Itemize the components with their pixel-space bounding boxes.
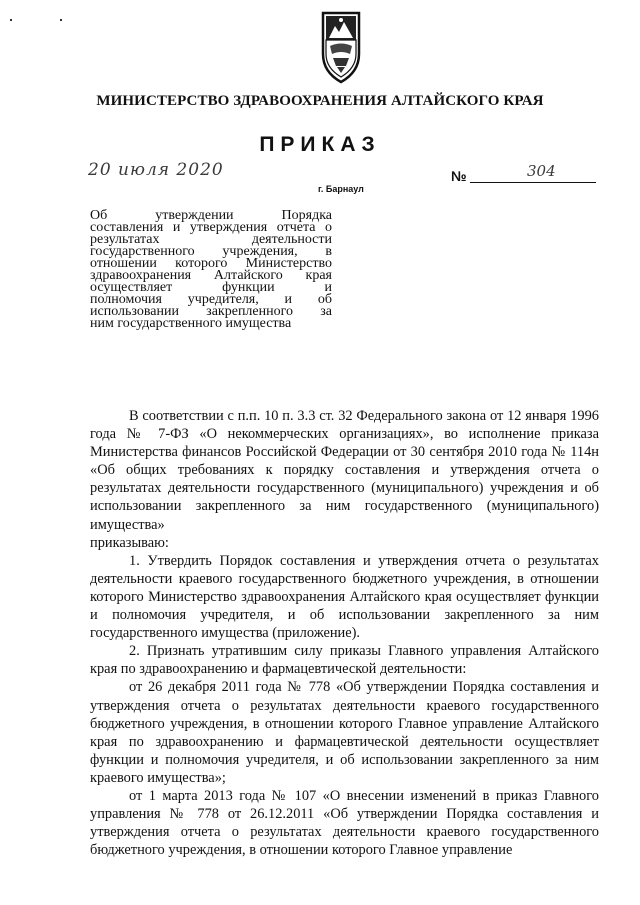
handwritten-number: 304: [527, 162, 556, 180]
subject-line: здравоохранения Алтайского края: [90, 268, 332, 283]
altai-coat-of-arms-emblem: [318, 10, 364, 86]
revoked-order-1: от 26 декабря 2011 года № 778 «Об утверждении Порядка составления и утверждения отчета о результатах деятельности краевого государственного бюджетного учреждения, в отношении которого Главное управление Алтайского края по здравоохранению и фармацевтической деятельности осуществляет функции и полномочия учредителя, и об использовании закрепленного за ним краевого имущества»;: [90, 679, 599, 786]
subject-line: полномочия учредителя, и об: [90, 292, 332, 307]
subject-line: отношении которого Министерство: [90, 256, 332, 271]
order-subject: [90, 210, 332, 330]
number-underline: [470, 182, 596, 183]
handwritten-date: 20 июля 2020: [88, 160, 224, 180]
subject-line: Об утверждении Порядка: [90, 208, 332, 223]
clause-1: 1. Утвердить Порядок составления и утверждения отчета о результатах деятельности краевого государственного бюджетного учреждения, в отношении которого Министерство здравоохранения Алтайского края осуществляет функции и полномочия учредителя, и об использовании закрепленного за ним государственного имущества (приложение).: [90, 552, 599, 642]
document-type-title: ПРИКАЗ: [259, 133, 381, 156]
order-body: [90, 407, 599, 859]
subject-line: осуществляет функции и: [90, 280, 332, 295]
subject-line: результатах деятельности: [90, 232, 332, 247]
subject-line: ним государственного имущества: [90, 316, 292, 331]
order-word: приказываю:: [90, 534, 169, 551]
preamble-paragraph: В соответствии с п.п. 10 п. 3.3 ст. 32 Федерального закона от 12 января 1996 года № 7-ФЗ «О некоммерческих организациях», во исполнение приказа Министерства финансов Российской Федерации от 30 сентября 2010 года № 114н «Об общих требованиях к порядку составления и утверждения отчета о результатах деятельности государственного (муниципального) учреждения и об использовании закрепленного за ним государственного (муниципального) имущества»: [90, 408, 599, 533]
subject-line: составления и утверждения отчета о: [90, 220, 332, 235]
number-label: №: [451, 168, 467, 184]
subject-line: использовании закрепленного за: [90, 304, 332, 319]
revoked-order-2: от 1 марта 2013 года № 107 «О внесении изменений в приказ Главного управления № 778 от 26.12.2011 «Об утверждении Порядка составления и утверждения отчета о результатах деятельности краевого государственного бюджетного учреждения, в отношении которого Главное управление: [90, 787, 599, 859]
subject-line: государственного учреждения, в: [90, 244, 332, 259]
ministry-name: МИНИСТЕРСТВО ЗДРАВООХРАНЕНИЯ АЛТАЙСКОГО КРАЯ: [96, 93, 544, 109]
city-label: г. Барнаул: [318, 184, 364, 194]
scan-dot: [10, 19, 12, 21]
clause-2: 2. Признать утратившим силу приказы Главного управления Алтайского края по здравоохранению и фармацевтической деятельности:: [90, 643, 599, 678]
scan-dot: [60, 19, 62, 21]
